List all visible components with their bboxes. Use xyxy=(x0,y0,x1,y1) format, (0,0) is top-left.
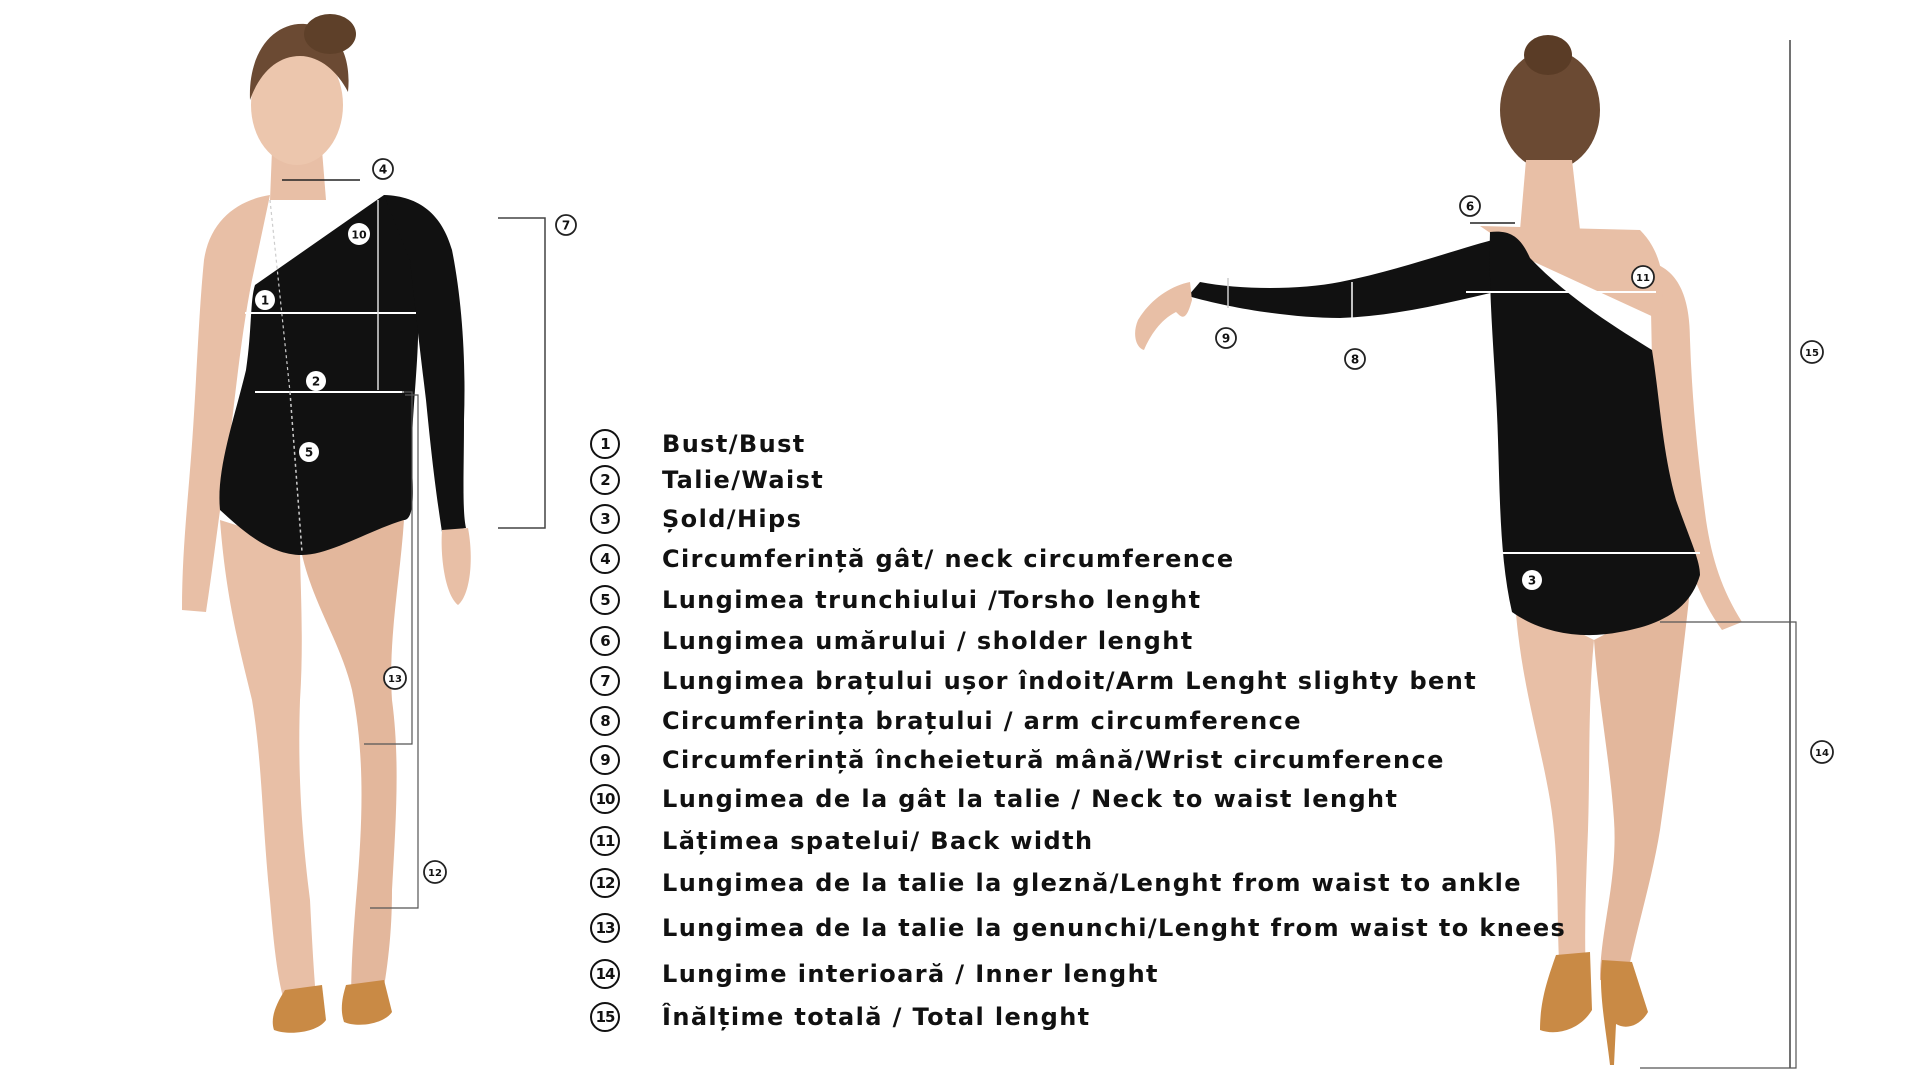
legend-number: 14 xyxy=(590,959,620,989)
legend-label: Lungimea de la talie la genunchi/Lenght from waist to knees xyxy=(662,914,1567,942)
marker-9 xyxy=(1216,328,1236,348)
legend-number: 9 xyxy=(590,745,620,775)
front-hair-bun xyxy=(304,14,356,54)
legend-item xyxy=(590,742,1445,778)
legend-item xyxy=(590,910,1566,946)
legend-label: Lungimea umărului / sholder lenght xyxy=(662,627,1194,655)
marker-3 xyxy=(1522,570,1542,590)
svg-text:13: 13 xyxy=(388,674,402,685)
legend-number: 10 xyxy=(590,784,620,814)
marker-12 xyxy=(424,861,446,883)
legend-number: 7 xyxy=(590,666,620,696)
marker-11 xyxy=(1632,266,1654,288)
legend-item xyxy=(590,663,1477,699)
legend-label: Șold/Hips xyxy=(662,505,803,533)
svg-text:1: 1 xyxy=(260,293,270,308)
legend-item xyxy=(590,781,1398,817)
legend-label: Circumferință încheietură mână/Wrist circumference xyxy=(662,746,1445,774)
legend-item xyxy=(590,623,1194,659)
legend-item xyxy=(590,999,1091,1035)
marker-14 xyxy=(1811,741,1833,763)
legend-item xyxy=(590,541,1235,577)
front-left-leg xyxy=(220,520,318,1020)
legend-number: 4 xyxy=(590,544,620,574)
svg-text:7: 7 xyxy=(561,218,571,233)
legend-label: Talie/Waist xyxy=(662,466,825,494)
svg-text:10: 10 xyxy=(351,228,367,242)
back-right-leg xyxy=(1594,590,1690,982)
legend-number: 5 xyxy=(590,585,620,615)
legend-item xyxy=(590,703,1302,739)
legend-label: Înălțime totală / Total lenght xyxy=(662,1003,1091,1031)
legend-item xyxy=(590,462,824,498)
marker-2 xyxy=(306,371,326,391)
legend-label: Circumferința brațului / arm circumference xyxy=(662,707,1302,735)
front-right-leg xyxy=(300,520,404,1020)
legend-number: 8 xyxy=(590,706,620,736)
legend-number: 13 xyxy=(590,913,620,943)
marker-7 xyxy=(556,215,576,235)
legend-label: Bust/Bust xyxy=(662,430,806,458)
front-right-shoe xyxy=(342,980,392,1025)
legend-item xyxy=(590,426,806,462)
svg-text:4: 4 xyxy=(378,162,388,177)
legend-item xyxy=(590,823,1093,859)
legend-number: 3 xyxy=(590,504,620,534)
back-right-shoe xyxy=(1601,960,1648,1065)
legend-label: Lățimea spatelui/ Back width xyxy=(662,827,1094,855)
svg-text:5: 5 xyxy=(304,445,314,460)
legend-label: Lungimea de la gât la talie / Neck to waist lenght xyxy=(662,785,1399,813)
svg-text:15: 15 xyxy=(1805,348,1819,359)
back-extended-arm xyxy=(1188,238,1520,318)
svg-text:8: 8 xyxy=(1350,352,1360,367)
svg-text:9: 9 xyxy=(1221,331,1231,346)
legend-number: 11 xyxy=(590,826,620,856)
legend-number: 12 xyxy=(590,868,620,898)
marker-1 xyxy=(255,290,275,310)
front-arm-bracket xyxy=(498,218,545,528)
marker-4 xyxy=(373,159,393,179)
legend-item xyxy=(590,582,1202,618)
marker-5 xyxy=(299,442,319,462)
marker-6 xyxy=(1460,196,1480,216)
back-extended-hand xyxy=(1135,282,1192,350)
legend-number: 1 xyxy=(590,429,620,459)
legend-item xyxy=(590,956,1159,992)
back-neck xyxy=(1520,160,1580,230)
marker-8 xyxy=(1345,349,1365,369)
marker-10 xyxy=(348,223,370,245)
svg-text:14: 14 xyxy=(1815,748,1829,759)
front-hand xyxy=(442,528,471,605)
svg-text:12: 12 xyxy=(428,868,442,879)
legend-number: 6 xyxy=(590,626,620,656)
legend-label: Lungimea brațului ușor îndoit/Arm Lenght slighty bent xyxy=(662,667,1478,695)
legend-label: Circumferință gât/ neck circumference xyxy=(662,545,1235,573)
marker-13 xyxy=(384,667,406,689)
legend-item xyxy=(590,501,802,537)
legend-label: Lungimea de la talie la gleznă/Lenght from waist to ankle xyxy=(662,869,1522,897)
back-left-shoe xyxy=(1540,952,1592,1032)
front-figure xyxy=(182,14,545,1033)
legend-label: Lungime interioară / Inner lenght xyxy=(662,960,1159,988)
legend-number: 2 xyxy=(590,465,620,495)
back-hair-bun xyxy=(1524,35,1572,75)
marker-15 xyxy=(1801,341,1823,363)
svg-text:11: 11 xyxy=(1636,273,1650,284)
svg-text:2: 2 xyxy=(311,374,321,389)
legend-label: Lungimea trunchiului /Torsho lenght xyxy=(662,586,1202,614)
legend-item xyxy=(590,865,1522,901)
svg-text:3: 3 xyxy=(1527,573,1537,588)
front-left-shoe xyxy=(273,985,326,1033)
svg-text:6: 6 xyxy=(1465,199,1475,214)
legend-number: 15 xyxy=(590,1002,620,1032)
